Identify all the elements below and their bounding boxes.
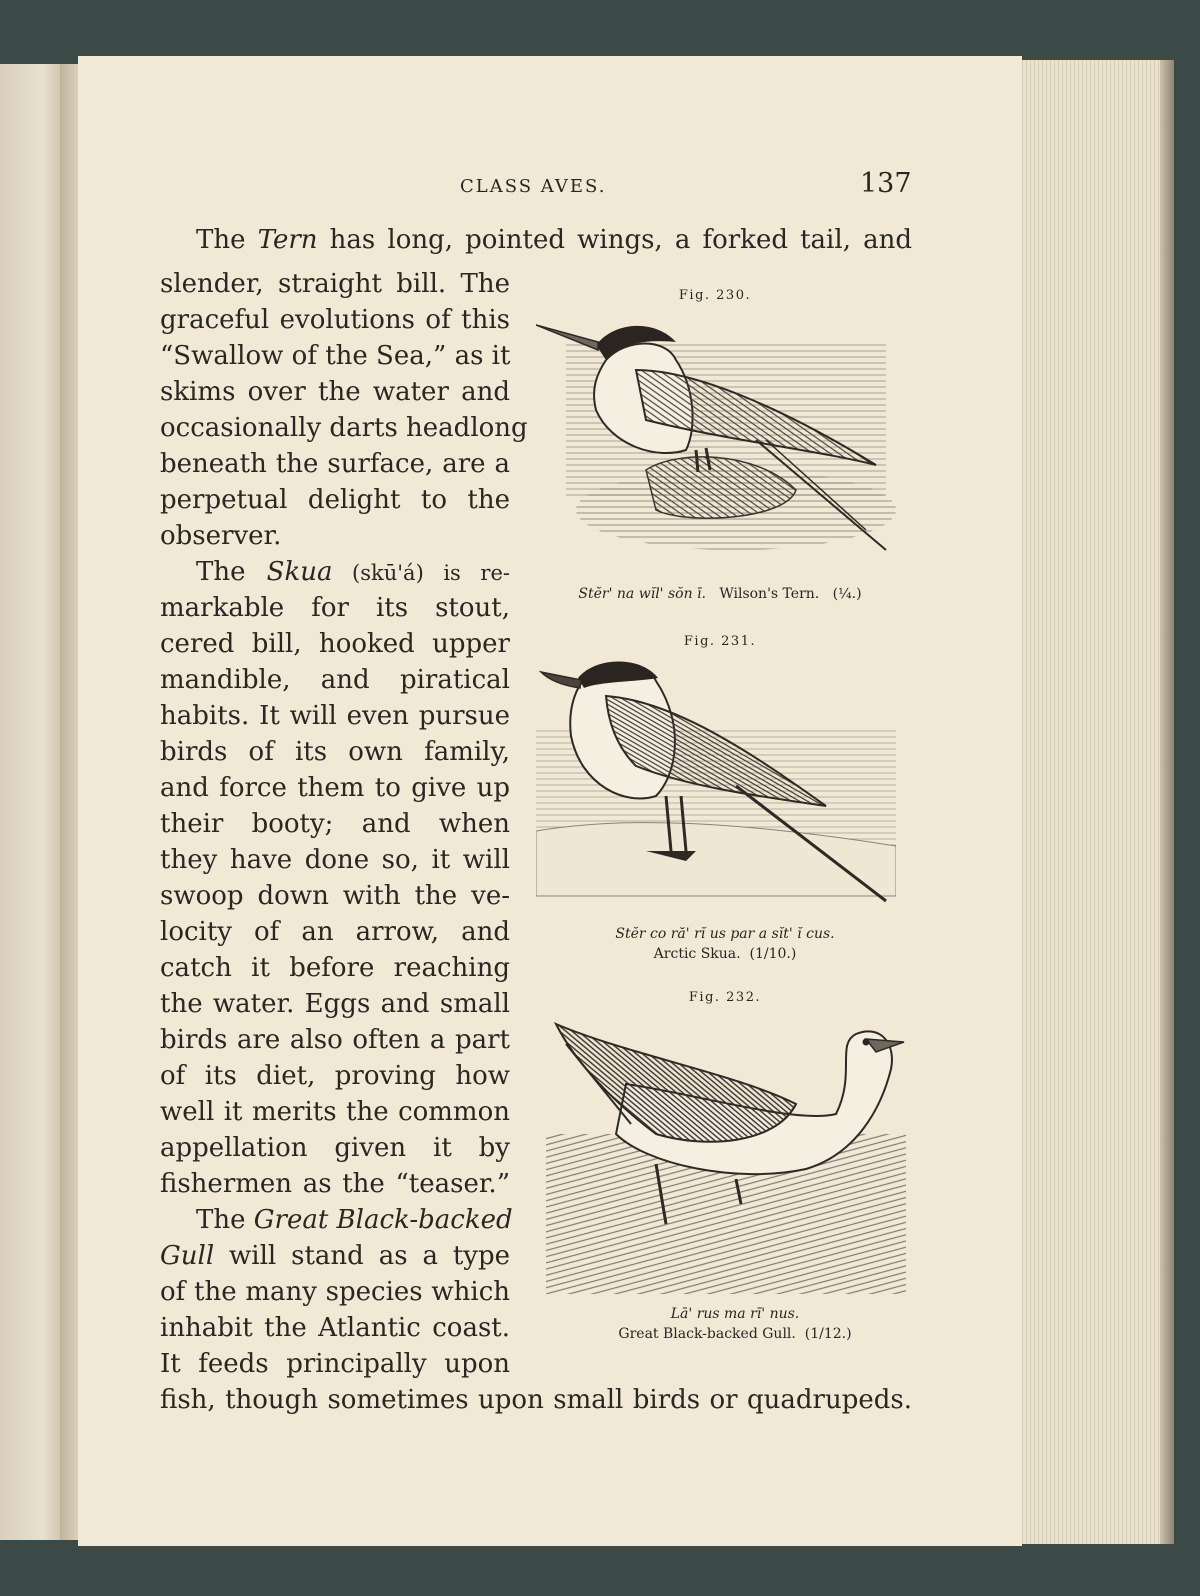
figure-caption-latin: Lā' rus ma rī' nus.: [670, 1306, 800, 1322]
figure-caption: Great Black-backed Gull. (1/12.): [618, 1326, 852, 1342]
page-edge-shadow: [1160, 60, 1174, 1544]
text-line: skims over the water and: [160, 377, 510, 407]
text-line: occasionally darts headlong: [160, 413, 528, 443]
text-line: It feeds principally upon: [160, 1349, 510, 1379]
text-line: perpetual delight to the: [160, 485, 510, 515]
text-line: fishermen as the “teaser.”: [160, 1169, 510, 1199]
text-line: The Tern has long, pointed wings, a forked tail, and: [196, 225, 912, 255]
figure-caption: Arctic Skua. (1/10.): [653, 946, 797, 962]
figure-caption: Stĕr' na wĭl' sŏn ī. Wilson's Tern. (¼.): [578, 586, 862, 602]
text-line: of the many species which: [160, 1277, 510, 1307]
gull-illustration: [536, 1014, 916, 1304]
text-line: birds of its own family,: [160, 737, 510, 767]
text-line: catch it before reaching: [160, 953, 510, 983]
text-line: “Swallow of the Sea,” as it: [160, 341, 511, 371]
text-line: The Skua (skū'á) is re-: [196, 557, 510, 587]
figure-label: Fig. 231.: [683, 634, 757, 649]
left-page-edge: [0, 64, 64, 1540]
text-line: appellation given it by: [160, 1133, 510, 1163]
text-line: their booty; and when: [160, 809, 510, 839]
page-block-edges: [1018, 60, 1169, 1544]
text-line: of its diet, proving how: [160, 1061, 510, 1091]
text-line: beneath the surface, are a: [160, 449, 510, 479]
figure-label: Fig. 232.: [688, 990, 762, 1005]
text-line: well it merits the common: [160, 1097, 510, 1127]
figure-label: Fig. 230.: [678, 288, 752, 303]
text-line: they have done so, it will: [160, 845, 510, 875]
text-line: slender, straight bill. The: [160, 269, 510, 299]
text-line: graceful evolutions of this: [160, 305, 510, 335]
text-line: the water. Eggs and small: [160, 989, 510, 1019]
text-line: mandible, and piratical: [160, 665, 510, 695]
text-line: Gull will stand as a type: [160, 1241, 510, 1271]
text-line: markable for its stout,: [160, 593, 510, 623]
text-line: habits. It will even pursue: [160, 701, 510, 731]
text-line: cered bill, hooked upper: [160, 629, 510, 659]
text-line: and force them to give up: [160, 773, 510, 803]
running-head: CLASS AVES.: [460, 176, 607, 197]
text-line: fish, though sometimes upon small birds or quadrupeds.: [160, 1385, 912, 1415]
figure-caption-latin: Stĕr co ră' rĭ us par a sĭt' ĭ cus.: [615, 926, 835, 942]
text-line: inhabit the Atlantic coast.: [160, 1313, 510, 1343]
skua-illustration: [536, 656, 896, 916]
text-line: swoop down with the ve-: [160, 881, 510, 911]
text-line: observer.: [160, 521, 282, 551]
text-line: locity of an arrow, and: [160, 917, 510, 947]
text-line: birds are also often a part: [160, 1025, 510, 1055]
page-number: 137: [860, 168, 912, 199]
text-line: The Great Black-backed: [196, 1205, 513, 1235]
tern-illustration: [536, 300, 896, 570]
